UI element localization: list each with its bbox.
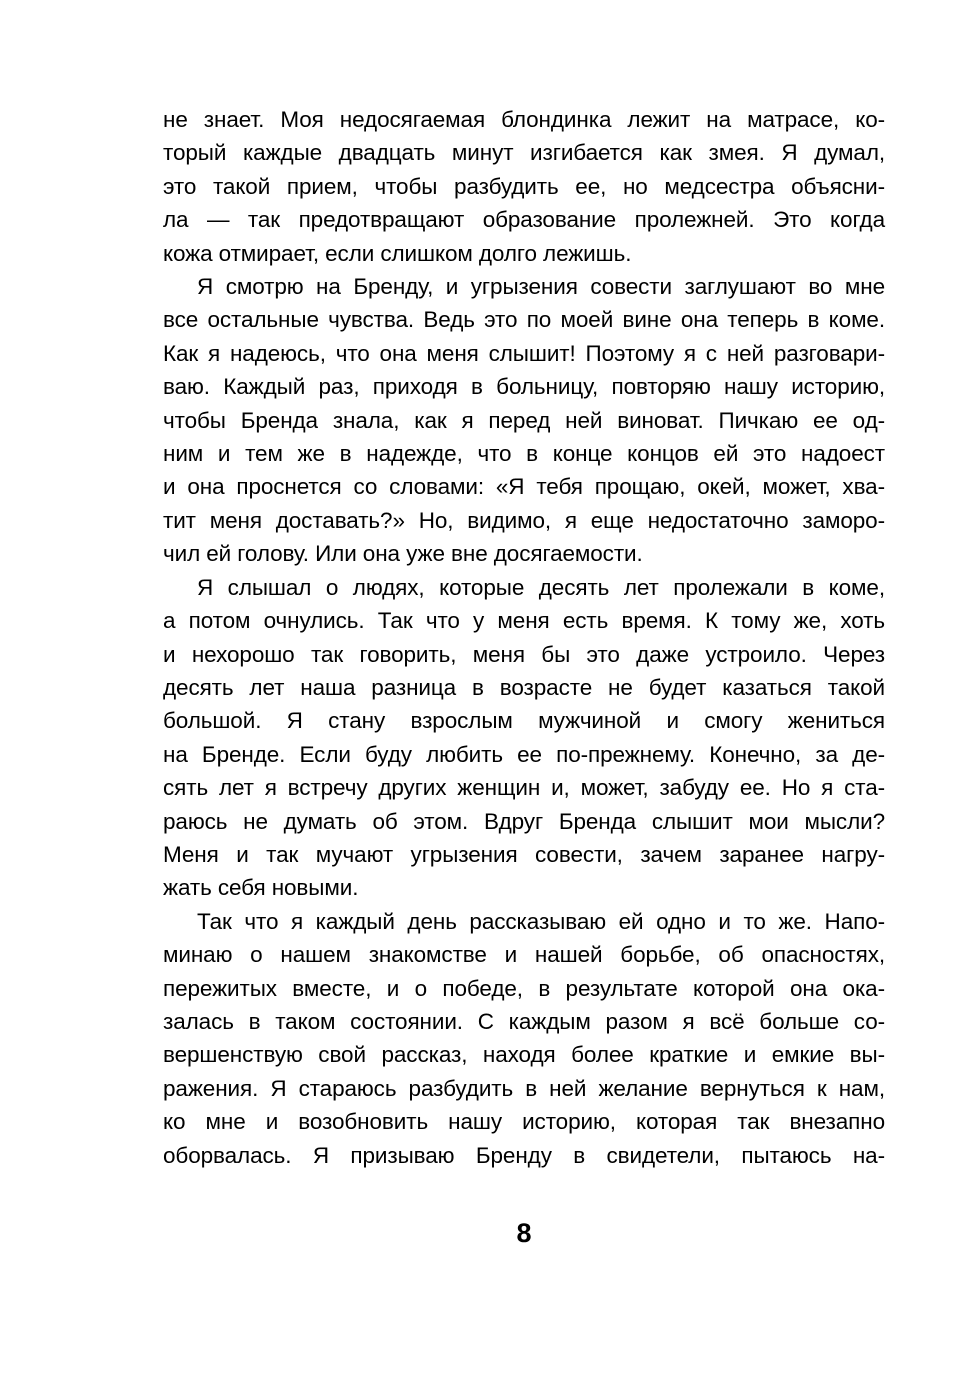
text-line: тит меня доставать?» Но, видимо, я еще недостаточно заморо- (163, 507, 885, 533)
text-line: жать себя новыми. (163, 875, 359, 901)
text-line: Меня и так мучают угрызения совести, зачем заранее нагру- (163, 841, 885, 867)
text-line: Я смотрю на Бренду, и угрызения совести заглушают во мне (197, 274, 885, 300)
text-line: чил ей голову. Или она уже вне досягаемости. (163, 541, 643, 567)
text-line: и она проснется со словами: «Я тебя прощаю, окей, может, хва- (163, 474, 885, 500)
text-line: ражения. Я стараюсь разбудить в ней желание вернуться к нам, (163, 1075, 885, 1101)
text-line: раюсь не думать об этом. Вдруг Бренда слышит мои мысли? (163, 808, 885, 834)
text-line: залась в таком состоянии. С каждым разом я всё больше со- (163, 1008, 885, 1034)
text-line: ваю. Каждый раз, приходя в больницу, повторяю нашу историю, (163, 374, 885, 400)
text-line: ним и тем же в надежде, что в конце концов ей это надоест (163, 441, 885, 467)
text-line: Я слышал о людях, которые десять лет пролежали в коме, (197, 574, 885, 600)
text-line: не знает. Моя недосягаемая блондинка лежит на матрасе, ко- (163, 107, 885, 132)
text-line: минаю о нашем знакомстве и нашей борьбе, об опасностях, (163, 942, 885, 968)
text-line: оборвалась. Я призываю Бренду в свидетели, пытаюсь на- (163, 1142, 885, 1168)
text-line: кожа отмирает, если слишком долго лежишь. (163, 240, 632, 266)
text-line: Так что я каждый день рассказываю ей одно и то же. Напо- (197, 908, 885, 934)
text-block (163, 103, 885, 1172)
text-line: десять лет наша разница в возрасте не будет казаться такой (163, 674, 885, 700)
text-line: торый каждые двадцать минут изгибается как змея. Я думал, (163, 140, 885, 166)
text-line: сять лет я встречу других женщин и, может, забуду ее. Но я ста- (163, 775, 885, 801)
text-line: ла — так предотвращают образование пролежней. Это когда (163, 207, 885, 233)
text-line: это такой прием, чтобы разбудить ее, но медсестра объясни- (163, 173, 885, 199)
text-line: все остальные чувства. Ведь это по моей вине она теперь в коме. (163, 307, 885, 333)
text-line: чтобы Бренда знала, как я перед ней виноват. Пичкаю ее од- (163, 407, 885, 433)
page-number: 8 (516, 1218, 532, 1248)
text-line: Как я надеюсь, что она меня слышит! Поэтому я с ней разговари- (163, 340, 885, 366)
text-line: ко мне и возобновить нашу историю, которая так внезапно (163, 1109, 885, 1135)
text-line: вершенствую свой рассказ, находя более краткие и емкие вы- (163, 1042, 885, 1068)
text-line: а потом очнулись. Так что у меня есть время. К тому же, хоть (163, 608, 885, 634)
text-line: большой. Я стану взрослым мужчиной и смогу жениться (163, 708, 885, 734)
text-line: и нехорошо так говорить, меня бы это даже устроило. Через (163, 641, 885, 667)
text-line: пережитых вместе, и о победе, в результате которой она ока- (163, 975, 885, 1001)
text-line: на Бренде. Если буду любить ее по-прежнему. Конечно, за де- (163, 741, 885, 767)
